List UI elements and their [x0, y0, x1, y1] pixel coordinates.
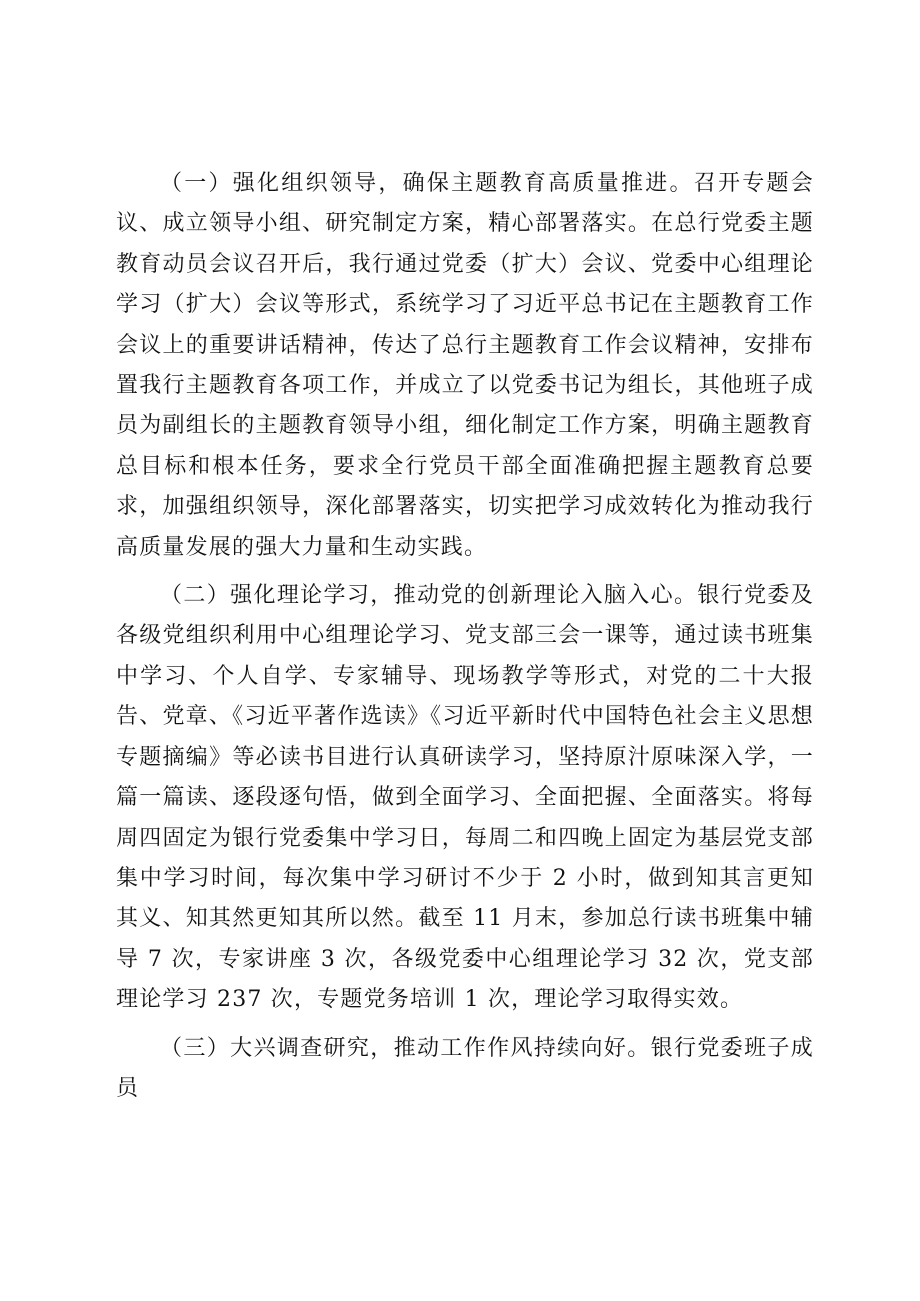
paragraph-theory-study: （二）强化理论学习，推动党的创新理论入脑入心。银行党委及各级党组织利用中心组理论学习、党支部三会一课等，通过读书班集中学习、个人自学、专家辅导、现场教学等形式，对党的二十大报告、党章、《习近平著作选读》《习近平新时代中国特色社会主义思想专题摘编》等必读书目进行认真研读学习，坚持原汁原味深入学，一篇一篇读、逐段逐句悟，做到全面学习、全面把握、全面落实。将每周四固定为银行党委集中学习日，每周二和四晚上固定为基层党支部集中学习时间，每次集中学习研讨不少于 2 小时，做到知其言更知其义、知其然更知其所以然。截至 11 月末，参加总行读书班集中辅导 7 次，专家讲座 3 次，各级党委中心组理论学习 32 次，党支部理论学习 237 次，专题党务培训 1 次，理论学习取得实效。 [116, 583, 814, 1013]
document-body [116, 164, 814, 1117]
paragraph-investigation-research: （三）大兴调查研究，推动工作作风持续向好。银行党委班子成员 [116, 1035, 814, 1101]
paragraph-strengthen-leadership: （一）强化组织领导，确保主题教育高质量推进。召开专题会议、成立领导小组、研究制定方案，精心部署落实。在总行党委主题教育动员会议召开后，我行通过党委（扩大）会议、党委中心组理论学习（扩大）会议等形式，系统学习了习近平总书记在主题教育工作会议上的重要讲话精神，传达了总行主题教育工作会议精神，安排布置我行主题教育各项工作，并成立了以党委书记为组长，其他班子成员为副组长的主题教育领导小组，细化制定工作方案，明确主题教育总目标和根本任务，要求全行党员干部全面准确把握主题教育总要求，加强组织领导，深化部署落实，切实把学习成效转化为推动我行高质量发展的强大力量和生动实践。 [116, 171, 814, 560]
